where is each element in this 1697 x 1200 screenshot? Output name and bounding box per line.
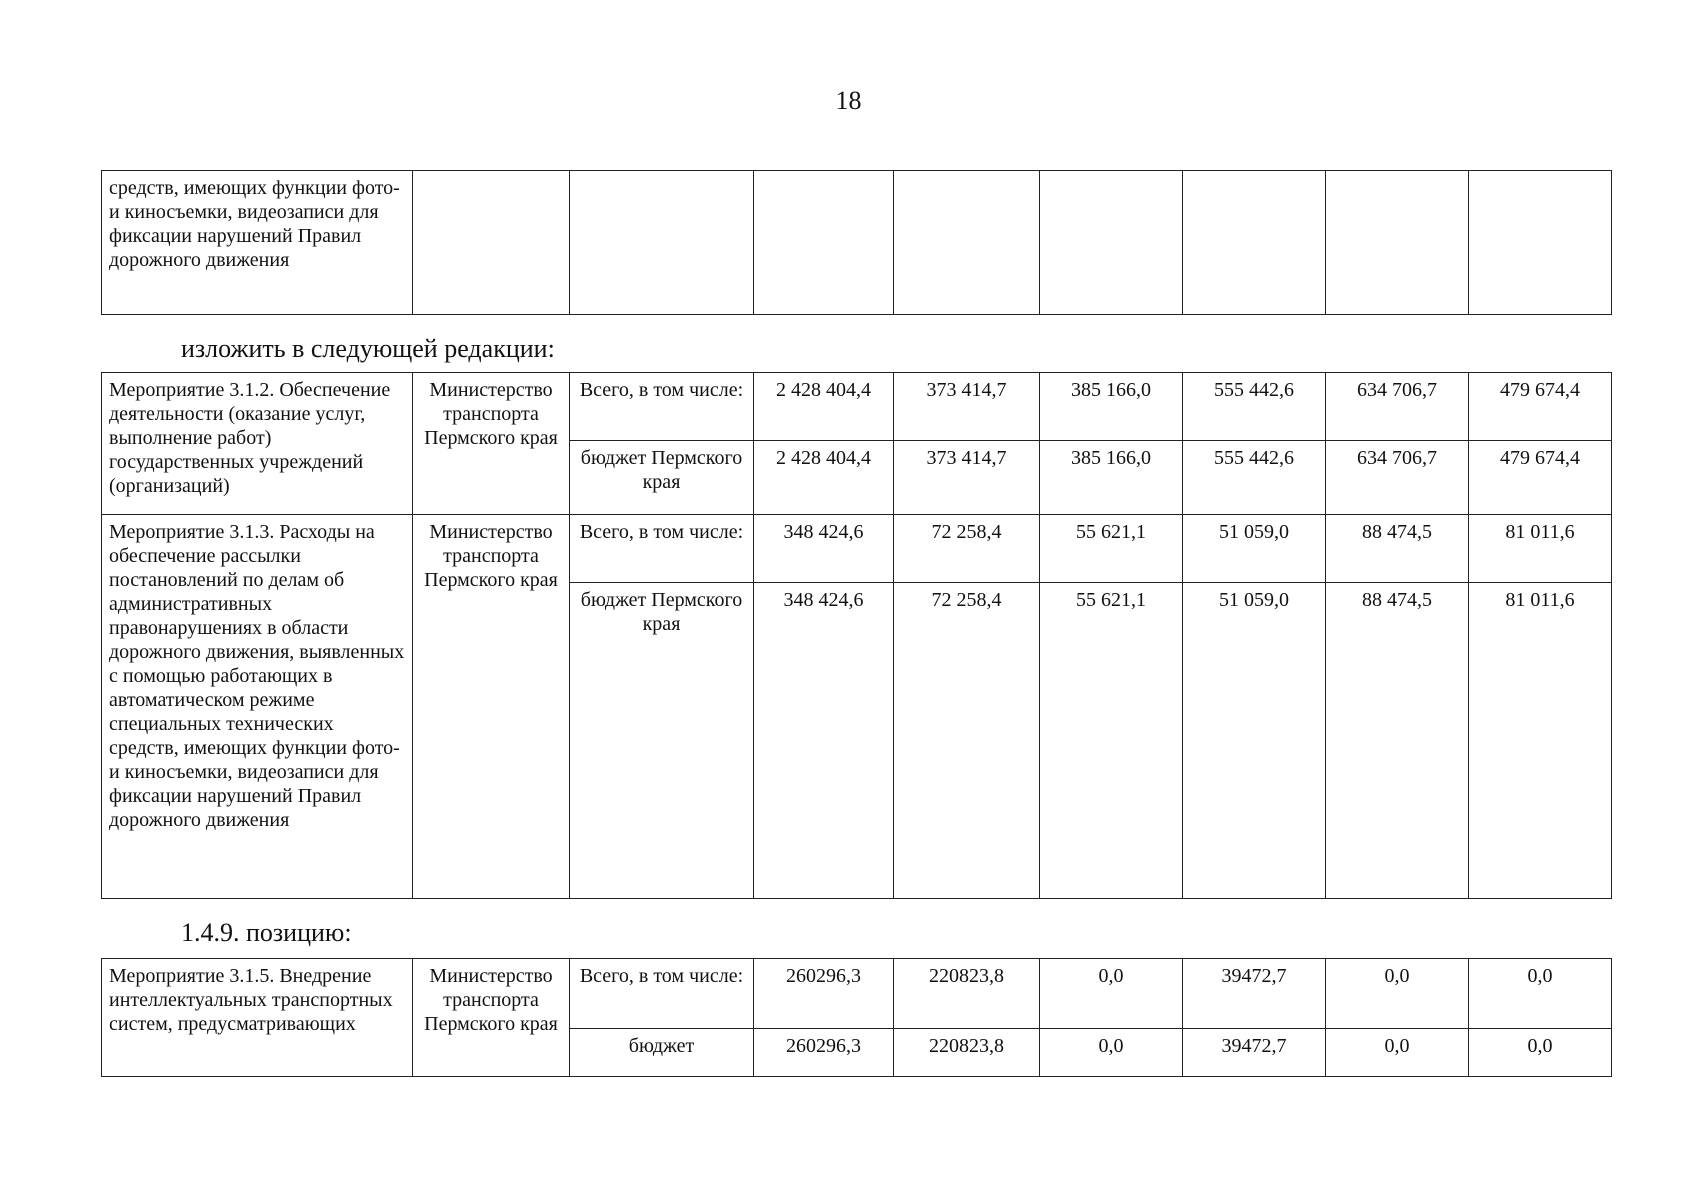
caption-position: 1.4.9. позицию:: [181, 918, 352, 947]
value-cell: 55 621,1: [1040, 515, 1183, 583]
value-cell: 220823,8: [894, 959, 1040, 1029]
value-cell: 373 414,7: [894, 441, 1040, 515]
value-cell: 0,0: [1040, 959, 1183, 1029]
empty-cell: [1183, 171, 1326, 315]
empty-cell: [754, 171, 894, 315]
value-cell: 51 059,0: [1183, 583, 1326, 899]
value-cell: 260296,3: [754, 959, 894, 1029]
value-cell: 373 414,7: [894, 373, 1040, 441]
executor: Министерство транспорта Пермского края: [413, 959, 570, 1077]
measure-name: Мероприятие 3.1.2. Обеспечение деятельности (оказание услуг, выполнение работ) государственных учреждений (организаций): [102, 373, 413, 515]
table-row: [102, 959, 1612, 1029]
page-number: 18: [835, 86, 862, 115]
value-cell: 55 621,1: [1040, 583, 1183, 899]
empty-cell: [894, 171, 1040, 315]
continuation-table: [101, 170, 1612, 315]
executor: Министерство транспорта Пермского края: [413, 373, 570, 515]
value-cell: 555 442,6: [1183, 441, 1326, 515]
value-cell: 385 166,0: [1040, 441, 1183, 515]
funding-source: бюджет: [570, 1029, 754, 1077]
empty-cell: [1040, 171, 1183, 315]
funding-source: бюджет Пермского края: [570, 441, 754, 515]
value-cell: 479 674,4: [1469, 441, 1612, 515]
value-cell: 0,0: [1469, 1029, 1612, 1077]
value-cell: 634 706,7: [1326, 373, 1469, 441]
value-cell: 0,0: [1326, 959, 1469, 1029]
continuation-description: средств, имеющих функции фото- и киносъемки, видеозаписи для фиксации нарушений Правил дорожного движения: [102, 171, 413, 315]
empty-cell: [570, 171, 754, 315]
table-row: [102, 515, 1612, 583]
value-cell: 348 424,6: [754, 583, 894, 899]
executor: Министерство транспорта Пермского края: [413, 515, 570, 899]
empty-cell: [1469, 171, 1612, 315]
table-row: [102, 373, 1612, 441]
value-cell: 72 258,4: [894, 515, 1040, 583]
value-cell: 555 442,6: [1183, 373, 1326, 441]
measure-name: Мероприятие 3.1.5. Внедрение интеллектуальных транспортных систем, предусматривающих: [102, 959, 413, 1077]
value-cell: 0,0: [1040, 1029, 1183, 1077]
value-cell: 81 011,6: [1469, 515, 1612, 583]
value-cell: 72 258,4: [894, 583, 1040, 899]
value-cell: 385 166,0: [1040, 373, 1183, 441]
value-cell: 39472,7: [1183, 1029, 1326, 1077]
value-cell: 260296,3: [754, 1029, 894, 1077]
funding-source: Всего, в том числе:: [570, 373, 754, 441]
funding-source: Всего, в том числе:: [570, 959, 754, 1029]
funding-source: Всего, в том числе:: [570, 515, 754, 583]
value-cell: 39472,7: [1183, 959, 1326, 1029]
value-cell: 2 428 404,4: [754, 373, 894, 441]
value-cell: 88 474,5: [1326, 583, 1469, 899]
value-cell: 88 474,5: [1326, 515, 1469, 583]
measure-name: Мероприятие 3.1.3. Расходы на обеспечение рассылки постановлений по делам об административных правонарушениях в области дорожного движения, выявленных с помощью работающих в автоматическом режиме специальных технических средств, имеющих функции фото- и киносъемки, видеозаписи для фиксации нарушений Правил дорожного движения: [102, 515, 413, 899]
value-cell: 81 011,6: [1469, 583, 1612, 899]
empty-cell: [413, 171, 570, 315]
value-cell: 51 059,0: [1183, 515, 1326, 583]
value-cell: 479 674,4: [1469, 373, 1612, 441]
value-cell: 634 706,7: [1326, 441, 1469, 515]
position-table: [101, 958, 1612, 1077]
measures-table: [101, 372, 1612, 899]
empty-cell: [1326, 171, 1469, 315]
value-cell: 220823,8: [894, 1029, 1040, 1077]
value-cell: 2 428 404,4: [754, 441, 894, 515]
funding-source: бюджет Пермского края: [570, 583, 754, 899]
value-cell: 0,0: [1326, 1029, 1469, 1077]
value-cell: 348 424,6: [754, 515, 894, 583]
caption-new-edition: изложить в следующей редакции:: [181, 334, 555, 363]
value-cell: 0,0: [1469, 959, 1612, 1029]
